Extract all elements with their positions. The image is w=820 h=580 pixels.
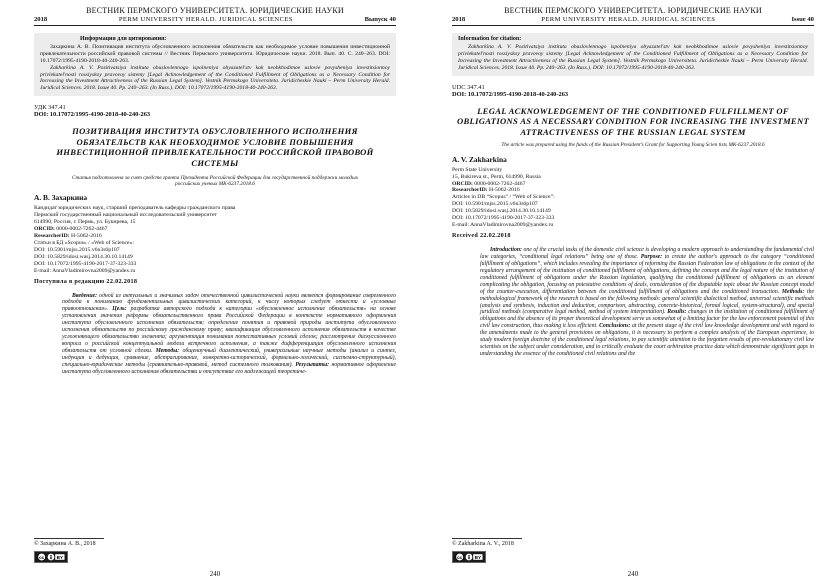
info-line: Пермский государственный национальный исследовательский университет	[34, 212, 217, 219]
article-doi: DOI: 10.17072/1995-4190-2018-40-240-263	[34, 111, 151, 119]
email-link[interactable]: E-mail: AnnaVladimirovna2009@yandex.ru	[34, 267, 136, 274]
citation-ru: Захаркина А. В. Позитивация института обусловленного исполнения обязательств как необходимое условие повышения инвестиционной привлекательности российской правовой системы // Вестник Пермского университета. Юридические науки. 2018. Вып. 40. С. 240–263. DOI: 10.17072/1995-4190-2018-40-240-263.	[40, 43, 390, 64]
page-header	[34, 16, 396, 26]
abstract-conclusions-label: Conclusions:	[599, 323, 631, 330]
orcid-value[interactable]: 0000-0002-7262-4467	[474, 180, 526, 187]
article-doi: DOI: 10.17072/1995-4190-2018-40-240-263	[452, 90, 569, 98]
orcid-label: ORCID:	[34, 226, 55, 233]
citation-en: Zakharkina A. V. Pozitivatsiya instituta obuslovlennogo ispolneniya obyazatel'stv kak neobkhodimoe uslovie povysheniya investitsionnoy privlekatel'nosti rossiyskoy pravovoy sistemy [Legal Acknowledgement of the Conditioned Fulfillment of Obligations as a Necessary Condition for Increasing the Investment Attractiveness of the Russian Legal System]. Vestnik Permskogo Universiteta. Juridicheskie Nauki – Perm University Herald. Juridical Sciences. 2018. Issue 40. Pp. 240–263. (In Russ.). DOI: 10.17072/1995-4190-2018-40-240-263.	[458, 43, 808, 71]
abstract-methods-text: общенаучный диалектический, универсальные научные методы (анализ и синтез, индукция и дедукция, сравнение, абстрагирование, конкретно-исторический, формально-логический, системно-структурный), специально-юридические методы (сравнительно-правовой, метод системного толкования).	[62, 348, 397, 369]
articles-line: Articles in DB “Scopus” / “Web of Science”:	[452, 194, 555, 201]
cc-license-badge[interactable]	[452, 551, 486, 563]
doi-link[interactable]: DOI: 10.5901/mjss.2015.v6n3s6p107	[452, 201, 538, 208]
cc-text: cc	[39, 554, 45, 560]
page-number: 240	[209, 570, 221, 578]
cc-text: cc	[457, 554, 463, 560]
doi-link[interactable]: DOI: 10.5901/mjss.2015.v6n3s6p107	[34, 246, 120, 253]
abstract-intro-label: Introduction:	[490, 246, 522, 253]
articles-line: Статьи в БД «Scopus» / «Web of Science»:	[34, 239, 135, 246]
researcher-value: H-5062-2016	[489, 187, 520, 194]
doi-link[interactable]: DOI: 10.5829/idosi.wasj.2014.30.10.14149	[34, 253, 133, 260]
doi-link[interactable]: DOI: 10.17072/1995-4190-2017-37-323-333	[34, 260, 137, 267]
header-issue: Issue 40	[791, 16, 814, 23]
header-journal: PERM UNIVERSITY HERALD. JURIDICAL SCIENCES	[118, 16, 293, 23]
email-link[interactable]: E-mail: AnnaVladimirovna2009@yandex.ru	[452, 221, 554, 228]
by-text: BY	[56, 554, 64, 560]
doi-link[interactable]: DOI: 10.17072/1995-4190-2017-37-323-333	[452, 215, 555, 222]
udc-code: УДК 347.41	[34, 104, 66, 112]
footer-rule	[34, 538, 104, 539]
cc-license-badge[interactable]	[34, 551, 68, 563]
abstract-purpose-text: to create the author's approach to the category “conditioned fulfillment of obligations”, which includes revealing the importance of reforming the Russian Federation law of obligations in the context of the regulatory arrangement of the institution of conditioned fulfillment of obligations, defining the concept and the legal nature of the institution of conditioned fulfillment of obligations under the Russian legislation, qualifying the conditioned fulfillment of obligations as an element complicating the obligation, focusing on potestative conditions of deals, consideration of the disputable topic about the Russian concept model of the counter-execution, differentiation between the conditioned fulfillment of obligations and the conditioned transaction.	[480, 253, 814, 295]
article-title: ПОЗИТИВАЦИЯ ИНСТИТУТА ОБУСЛОВЛЕННОГО ИСПОЛНЕНИЯ ОБЯЗАТЕЛЬСТВ КАК НЕОБХОДИМОЕ УСЛОВИЕ ПОВЫШЕНИЯ ИНВЕСТИЦИОННОЙ ПРИВЛЕКАТЕЛЬНОСТИ РОССИЙСКОЙ ПРАВОВОЙ СИСТЕМЫ	[56, 126, 374, 169]
abstract-intro-text: one of the crucial tasks of the domestic civil science is developing a modern approach to understanding the fundamental civil law categories, “conditional legal relations” being one of those.	[480, 246, 814, 260]
copyright: © Zakharkina A. V., 2018	[452, 541, 514, 547]
article-title: LEGAL ACKNOWLEDGEMENT OF THE CONDITIONED FULFILLMENT OF OBLIGATIONS AS A NECESSARY CONDITION FOR INCREASING THE INVESTMENT ATTRACTIVENESS OF THE RUSSIAN LEGAL SYSTEM	[456, 105, 810, 137]
abstract-intro-label: Введение:	[72, 292, 98, 299]
running-title: ВЕСТНИК ПЕРМСКОГО УНИВЕРСИТЕТА. ЮРИДИЧЕСКИЕ НАУКИ	[504, 6, 762, 15]
left-page	[20, 0, 410, 580]
footer-rule	[452, 538, 522, 539]
funding-note: Статья подготовлена за счет средств гранта Президента Российской Федерации для государственной поддержки молодых российских ученых МК-6237.2018.6	[71, 174, 359, 188]
copyright: © Захаркина А. В., 2018	[34, 541, 96, 547]
header-year: 2018	[34, 16, 48, 23]
by-text: BY	[474, 554, 482, 560]
info-line: 15, Bukireva st., Perm, 614990, Russia	[452, 173, 541, 180]
citation-heading: Information for citation:	[458, 36, 522, 42]
page-number: 240	[627, 570, 639, 578]
citation-en: Zakharkina A. V. Pozitivatsiya instituta obuslovlennogo ispolneniya obyazatel'stv kak neobkhodimoe uslovie povysheniya investitsionnoy privlekatel'nosti rossiyskoy pravovoy sistemy [Legal Acknowledgement of the Conditioned Fulfillment of Obligations as a Necessary Condition for Increasing the Investment Attractiveness of the Russian Legal System]. Vestnik Permskogo Universiteta. Juridicheskie Nauki – Perm University Herald. Juridical Sciences. 2018. Issue 40. Pp. 240–263. (In Russ.). DOI: 10.17072/1995-4190-2018-40-240-263.	[40, 64, 390, 92]
researcher-value: H-5062-2016	[71, 233, 102, 240]
header-journal: PERM UNIVERSITY HERALD. JURIDICAL SCIENCES	[541, 16, 716, 23]
researcher-label: ResearcherID:	[34, 233, 70, 240]
abstract-purpose-label: Purpose:	[640, 253, 663, 260]
author-name: А. В. Захаркина	[34, 193, 88, 203]
citation-box	[34, 33, 396, 96]
orcid-value[interactable]: 0000-0002-7262-4467	[56, 226, 108, 233]
author-info	[452, 167, 814, 229]
received-date: Поступила в редакцию 22.02.2018	[34, 277, 138, 285]
cc-by-icon	[37, 552, 65, 562]
info-line: 614990, Россия, г. Пермь, ул. Букирева, 15	[34, 219, 136, 226]
abstract-results-label: Результаты:	[295, 362, 330, 369]
received-date: Received 22.02.2018	[452, 231, 511, 239]
author-name: A. V. Zakharkina	[452, 154, 507, 164]
info-line: Perm State University	[452, 166, 503, 173]
header-issue: Выпуск 40	[364, 16, 396, 23]
abstract-methods-text: the methodological framework of the research is based on the following methods: general scientific dialectical method, universal scientific methods (analysis and synthesis, induction and deduction, comparison, abstracting, concrete-historical, formal logical, system-structural), and special juridical methods (comparative legal method, method of system interpretation).	[480, 288, 815, 316]
page-header	[452, 16, 814, 26]
abstract-intro-text: одной из актуальных и значимых задач отечественной цивилистической науки является формирование современного подхода к пониманию фундаментальных цивилистических категорий, к числу которых следует отнести и «условные правоотношения».	[62, 292, 397, 313]
abstract-goal-label: Цель:	[112, 306, 127, 313]
citation-heading: Информация для цитирования:	[80, 36, 167, 42]
abstract-goal-text: разработка авторского подхода к категории «обусловленное исполнение обязательств» на основе установления значения реформы обязательственного права Российской Федерации в контексте нормативного оформления института обусловленного исполнения обязательств; определение понятия и правовой природы института обусловленного исполнения обязательств по российскому гражданскому праву; квалификация обусловленного исполнения обязательств в качестве усложняющего обязательство элемента; аргументация понимания потестативных условий сделок; рассмотрение дискуссионного вопроса о российской концептуальной модели встречного исполнения, а также дифференциация обусловленного исполнения обязательств от условной сделки.	[62, 306, 396, 355]
running-title: ВЕСТНИК ПЕРМСКОГО УНИВЕРСИТЕТА. ЮРИДИЧЕСКИЕ НАУКИ	[86, 6, 344, 15]
cc-by-icon	[455, 552, 483, 562]
doi-link[interactable]: DOI: 10.5829/idosi.wasj.2014.30.10.14149	[452, 208, 551, 215]
udc-code: UDC 347.41	[452, 83, 485, 91]
right-page	[438, 0, 820, 580]
info-line: Кандидат юридических наук, старший преподаватель кафедры гражданского права	[34, 205, 236, 212]
abstract	[480, 247, 814, 358]
researcher-label: ResearcherID:	[452, 187, 488, 194]
abstract	[62, 293, 396, 376]
abstract-results-label: Results:	[667, 309, 687, 316]
orcid-label: ORCID:	[452, 180, 473, 187]
abstract-results-text: changes in the institution of conditioned fulfillment of obligations and the absence of its proper theoretical development serve as somewhat of a limiting factor for the law enforcement potential of this civil law construction, thus making it less efficient.	[480, 309, 814, 330]
abstract-conclusions-text: at the present stage of the civil law knowledge development and with regard to the amendments made to the general provisions on obligations, it is necessary to perform a complex analysis of the European experience, to study modern foreign doctrine of the conditioned legal relations, to pay scientific attention to the forgotten results of pre-revolutionary civil law scientists on the subject under consideration, and to critically evaluate the court arbitration practice data which demonstrate significant gaps in understanding the essence of the conditioned civil relations and the	[480, 323, 815, 358]
funding-note: The article was prepared using the funds of the Russian President's Grant for Supporting Young Scien tists MK-6237.2018.6	[501, 142, 765, 149]
abstract-methods-label: Methods:	[781, 288, 805, 295]
citation-box	[452, 33, 814, 76]
author-info	[34, 205, 396, 274]
abstract-methods-label: Методы:	[155, 348, 180, 355]
header-year: 2018	[452, 16, 466, 23]
abstract-results-text: нормативное оформление института обусловленного исполнения обязательства и отсутствие его надлежащей теоретиче-	[62, 362, 396, 375]
